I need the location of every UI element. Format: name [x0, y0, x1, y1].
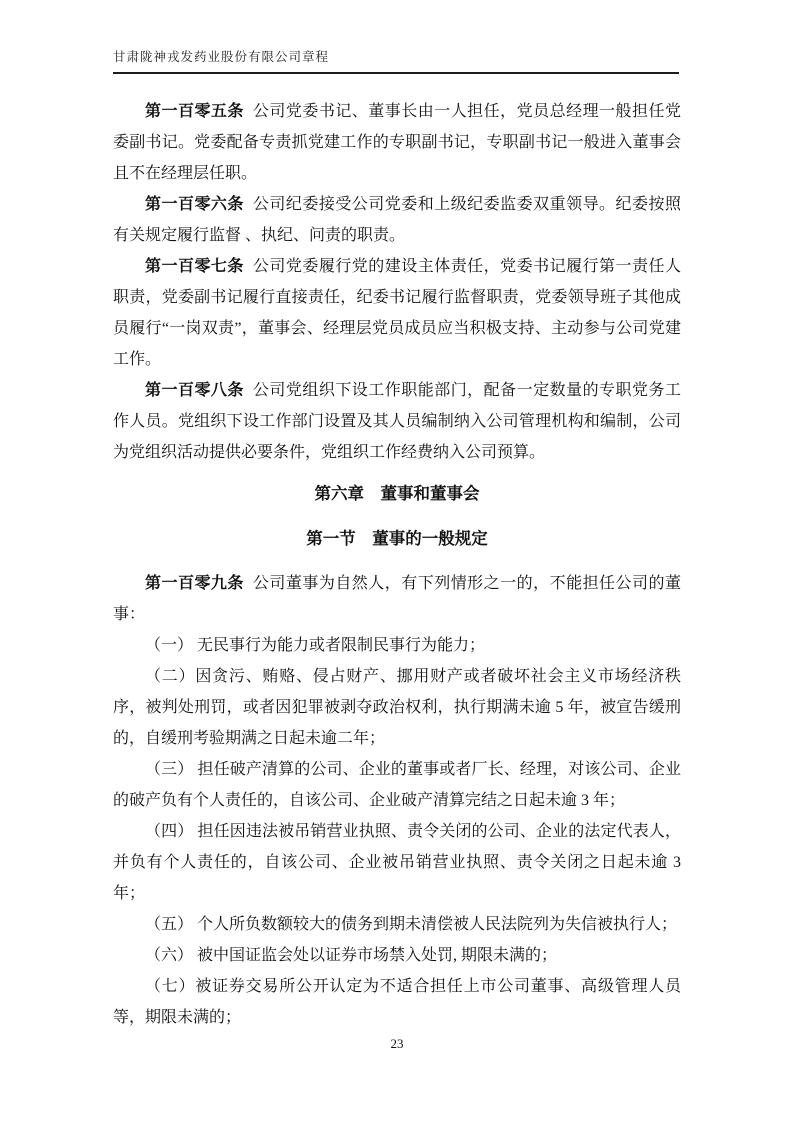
- header-divider: [113, 72, 679, 74]
- list-item-5: （五） 个人所负数额较大的债务到期未清偿被人民法院列为失信被执行人；: [145, 916, 678, 933]
- article-text: 公司党委书记、董事长由一人担任，党员总经理一般担任党委副书记。党委配备专责抓党建工作的专职副书记，专职副书记一般进入董事会且不在经理层任职。: [113, 103, 681, 182]
- article-paragraph-106: [113, 189, 681, 251]
- chapter-heading: 第六章 董事和董事会: [314, 484, 480, 503]
- list-item-7: （七）被证券交易所公开认定为不适合担任上市公司董事、高级管理人员等，期限未满的；: [113, 978, 681, 1026]
- page-footer: [0, 1036, 794, 1052]
- article-paragraph-109: [113, 568, 681, 630]
- article-text: 公司董事为自然人，有下列情形之一的，不能担任公司的董事：: [113, 575, 681, 623]
- page-header: [113, 50, 679, 74]
- article-number: 第一百零七条: [145, 258, 244, 275]
- list-item-3: （三） 担任破产清算的公司、企业的董事或者厂长、经理，对该公司、企业的破产负有个人责任的，自该公司、企业破产清算完结之日起未逾 3 年；: [113, 761, 681, 809]
- list-item-6: （六） 被中国证监会处以证券市场禁入处罚, 期限未满的；: [145, 947, 558, 964]
- header-title: 甘肃陇神戎发药业股份有限公司章程: [113, 50, 330, 64]
- article-paragraph-105: [113, 96, 681, 189]
- list-item-2: （二）因贪污、贿赂、侵占财产、挪用财产或者破坏社会主义市场经济秩序，被判处刑罚，或者因犯罪被剥夺政治权利，执行期满未逾 5 年，被宣告缓刑的，自缓刑考验期满之日起未逾二年；: [113, 668, 681, 747]
- article-paragraph-107: [113, 251, 681, 375]
- list-item-1: （一） 无民事行为能力或者限制民事行为能力；: [145, 637, 486, 654]
- document-body: [113, 96, 681, 1033]
- article-text: 公司党委履行党的建设主体责任，党委书记履行第一责任人职责，党委副书记履行直接责任，纪委书记履行监督职责，党委领导班子其他成员履行“一岗双责”，董事会、经理层党员成员应当积极支持、主动参与公司党建工作。: [113, 258, 681, 368]
- article-number: 第一百零五条: [145, 103, 244, 120]
- article-text: 公司纪委接受公司党委和上级纪委监委双重领导。纪委按照有关规定履行监督 、执纪、问责的职责。: [113, 196, 681, 244]
- article-number: 第一百零六条: [145, 196, 244, 213]
- article-number: 第一百零八条: [145, 382, 244, 399]
- article-paragraph-108: [113, 375, 681, 468]
- section-heading: 第一节 董事的一般规定: [306, 529, 488, 548]
- article-text: 公司党组织下设工作职能部门，配备一定数量的专职党务工作人员。党组织下设工作部门设置及其人员编制纳入公司管理机构和编制，公司为党组织活动提供必要条件，党组织工作经费纳入公司预算。: [113, 382, 681, 461]
- list-item-4: （四） 担任因违法被吊销营业执照、责令关闭的公司、企业的法定代表人，并负有个人责任的，自该公司、企业被吊销营业执照、责令关闭之日起未逾 3 年；: [113, 823, 681, 902]
- article-number: 第一百零九条: [145, 575, 244, 592]
- page-number: 23: [390, 1036, 404, 1051]
